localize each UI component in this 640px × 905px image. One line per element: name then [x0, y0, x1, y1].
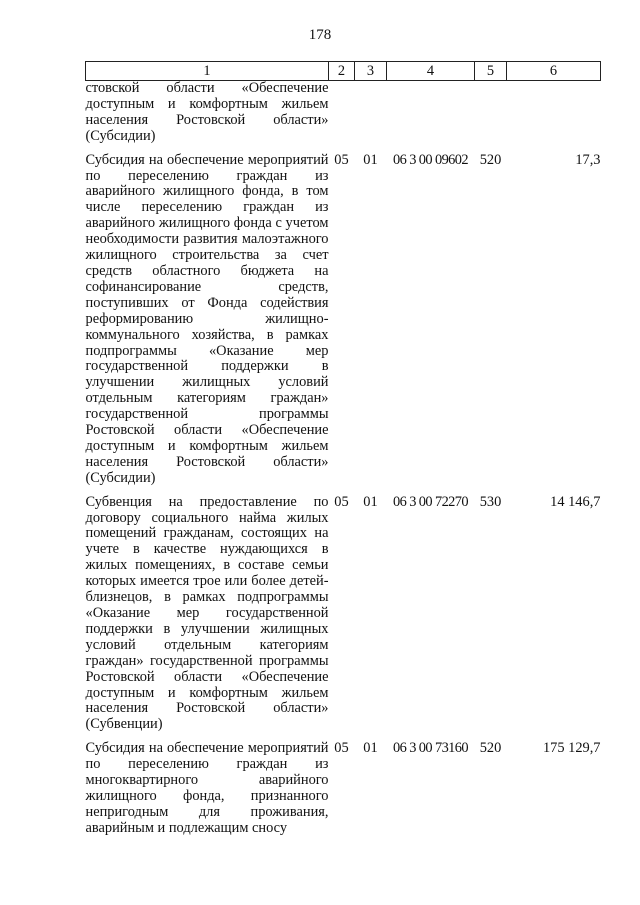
row-description: Субсидия на обеспечение мероприятий по переселению граждан из многоквартирного аварийного жилищного фонда, признанного непригодным для проживания, аварийным и подлежащим сносу [85, 740, 329, 836]
table-row [86, 495, 601, 734]
row-expense-type: 520 [479, 740, 502, 757]
table-header-row [86, 62, 601, 81]
row-expense-type [475, 81, 507, 145]
column-header-1: 1 [86, 62, 329, 81]
row-section [329, 81, 355, 145]
row-description: Субсидия на обеспечение мероприятий по переселению граждан из аварийного жилищного фонда, в том числе переселению граждан из аварийного жилищного фонда с учетом необходимости развития малоэтажного жилищного строительства за счет средств областного бюджета на софинансирование средств, поступивших от Фонда содействия реформированию жилищно-коммунального хозяйства, в рамках подпрограммы «Оказание мер государственной поддержки в улучшении жилищных условий отдельным категориям граждан» государственной программы Ростовской области «Обеспечение доступным и комфортным жильем населения Ростовской области» (Субсидии) [85, 151, 329, 486]
row-amount: 17,3 [575, 151, 601, 168]
row-amount: 14 146,7 [550, 493, 601, 510]
column-header-3: 3 [355, 62, 387, 81]
row-subsection: 01 [363, 740, 378, 757]
table-row [86, 153, 601, 487]
table-row [86, 81, 601, 145]
row-subsection [355, 81, 387, 145]
page-number: 178 [308, 27, 332, 43]
row-amount [507, 81, 601, 145]
row-subsection: 01 [363, 151, 378, 168]
column-header-5: 5 [475, 62, 507, 81]
row-section: 05 [334, 151, 349, 168]
row-subsection: 01 [363, 493, 378, 510]
row-section: 05 [334, 493, 349, 510]
row-target-article: 06 3 00 73160 [393, 740, 468, 757]
row-expense-type: 520 [479, 151, 502, 168]
row-amount: 175 129,7 [542, 740, 601, 757]
row-description: стовской области «Обеспечение доступным и комфортным жильем населения Ростовской области» (Субсидии) [85, 80, 329, 144]
row-target-article: 06 3 00 72270 [393, 493, 468, 510]
row-description: Субвенция на предоставление по договору социального найма жилых помещений гражданам, состоящих на учете в качестве нуждающихся в жилых помещениях, в составе семьи которых имеется трое или более детей-близнецов, в рамках подпрограммы «Оказание мер государственной поддержки в улучшении жилищных условий отдельным категориям граждан» государственной программы Ростовской области «Обеспечение доступным и комфортным жильем населения Ростовской области» (Субвенции) [85, 493, 329, 733]
budget-table [85, 61, 601, 837]
row-section: 05 [334, 740, 349, 757]
row-expense-type: 530 [479, 493, 502, 510]
row-target-article [387, 81, 475, 145]
row-target-article: 06 3 00 09602 [393, 151, 468, 168]
table-row [86, 741, 601, 836]
column-header-2: 2 [329, 62, 355, 81]
column-header-6: 6 [507, 62, 601, 81]
column-header-4: 4 [387, 62, 475, 81]
